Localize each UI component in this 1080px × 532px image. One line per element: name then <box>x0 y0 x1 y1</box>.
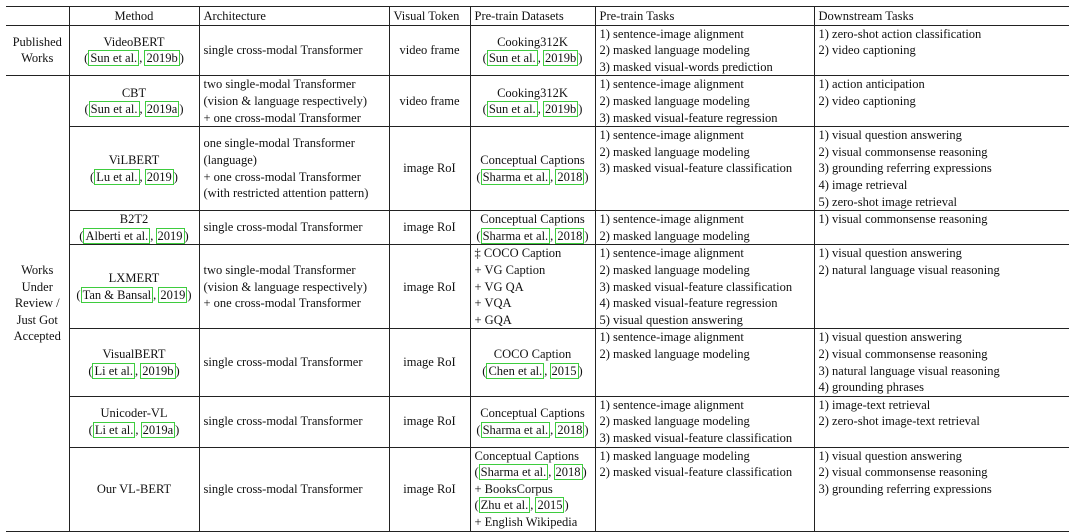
architecture-line: (with restricted attention pattern) <box>203 186 369 201</box>
table-body <box>6 25 1069 531</box>
dataset-name: Cooking312K <box>497 85 568 100</box>
table-row <box>6 25 1069 76</box>
architecture-line: single cross-modal Transformer <box>203 414 363 429</box>
header-group <box>6 7 69 26</box>
architecture-line: single cross-modal Transformer <box>203 481 363 496</box>
method-cell <box>69 25 199 76</box>
citation: ( Chen et al. , 2015 ) <box>482 363 583 378</box>
downstream-tasks-cell <box>814 329 1069 396</box>
header-pretrain-datasets: Pre-train Datasets <box>470 7 595 26</box>
citation-authors-link[interactable]: Li et al. <box>94 422 134 437</box>
downstream-tasks-cell <box>814 76 1069 127</box>
citation-authors-link[interactable]: Chen et al. <box>488 363 543 378</box>
citation: ( Sharma et al. , 2018 ) <box>476 169 589 184</box>
visual-token-cell: video frame <box>389 25 470 76</box>
pretrain-task: 1) sentence-image alignment <box>599 330 744 345</box>
pretrain-datasets-cell <box>470 329 595 396</box>
downstream-task: 4) image retrieval <box>818 177 908 192</box>
pretrain-task: 2) masked language modeling <box>599 43 750 58</box>
pretrain-task: 2) masked language modeling <box>599 346 750 361</box>
architecture-line: (vision & language respectively) <box>203 279 367 294</box>
header-pretrain-tasks: Pre-train Tasks <box>595 7 814 26</box>
citation-authors-link[interactable]: Alberti et al. <box>85 228 149 243</box>
dataset-name: Conceptual Captions <box>474 448 579 463</box>
downstream-task: 3) grounding referring expressions <box>818 161 992 176</box>
pretrain-task: 3) masked visual-feature classification <box>599 279 793 294</box>
architecture-line: + one cross-modal Transformer <box>203 169 361 184</box>
architecture-cell <box>199 329 389 396</box>
downstream-tasks-cell <box>814 245 1069 329</box>
citation-year-link[interactable]: 2018 <box>557 228 583 243</box>
citation: ( Tan & Bansal , 2019 ) <box>76 287 192 302</box>
table-row <box>6 245 1069 329</box>
pretrain-datasets-cell <box>470 396 595 447</box>
method-name: VideoBERT <box>103 34 165 49</box>
citation-authors-link[interactable]: Tan & Bansal <box>82 287 152 302</box>
architecture-cell <box>199 396 389 447</box>
citation-year-link[interactable]: 2019 <box>146 169 172 184</box>
architecture-cell <box>199 447 389 531</box>
pretrain-task: 1) masked language modeling <box>599 448 750 463</box>
pretrain-task: 3) masked visual-words prediction <box>599 59 773 74</box>
architecture-cell <box>199 76 389 127</box>
citation: ( Sharma et al. , 2018 ) <box>476 228 589 243</box>
downstream-tasks-cell <box>814 25 1069 76</box>
visual-token-cell: image RoI <box>389 245 470 329</box>
group-label-line: Review / <box>14 296 60 311</box>
architecture-cell <box>199 127 389 211</box>
dataset-name: Conceptual Captions <box>480 406 585 421</box>
method-name: VisualBERT <box>102 346 166 361</box>
pretrain-datasets-cell <box>470 245 595 329</box>
pretrain-task: 2) masked language modeling <box>599 414 750 429</box>
pretrain-datasets-cell <box>470 127 595 211</box>
citation-year-link[interactable]: 2019a <box>142 422 174 437</box>
dataset-name: Cooking312K <box>497 34 568 49</box>
citation-year-link[interactable]: 2015 <box>537 498 563 513</box>
citation: ( Sun et al. , 2019b ) <box>84 51 184 66</box>
dataset-name: Conceptual Captions <box>480 153 585 168</box>
table-row <box>6 329 1069 396</box>
method-name: B2T2 <box>119 212 149 227</box>
citation-year-link[interactable]: 2018 <box>555 465 581 480</box>
visual-token-cell: video frame <box>389 76 470 127</box>
visual-token-cell: image RoI <box>389 396 470 447</box>
architecture-line: two single-modal Transformer <box>203 262 356 277</box>
pretrain-task: 2) masked language modeling <box>599 262 750 277</box>
group-label-line: Just Got <box>16 312 58 327</box>
method-name: LXMERT <box>108 271 160 286</box>
downstream-tasks-cell <box>814 396 1069 447</box>
table-row <box>6 396 1069 447</box>
pretrain-tasks-cell <box>595 127 814 211</box>
pretrain-task: 3) masked visual-feature regression <box>599 110 778 125</box>
pretrain-tasks-cell <box>595 447 814 531</box>
method-cell <box>69 396 199 447</box>
citation-authors-link[interactable]: Sun et al. <box>488 102 536 117</box>
group-label-line: Accepted <box>13 329 61 344</box>
citation-authors-link[interactable]: Sharma et al. <box>480 465 547 480</box>
citation: ( Zhu et al. , 2015 ) <box>474 498 569 513</box>
citation-authors-link[interactable]: Sharma et al. <box>482 228 549 243</box>
method-cell <box>69 76 199 127</box>
pretrain-task: 2) masked language modeling <box>599 144 750 159</box>
visual-token-cell: image RoI <box>389 329 470 396</box>
header-architecture: Architecture <box>199 7 389 26</box>
group-label-line: Works <box>21 262 54 277</box>
downstream-task: 2) visual commonsense reasoning <box>818 144 988 159</box>
method-name: Unicoder-VL <box>100 406 168 421</box>
downstream-task: 1) visual question answering <box>818 448 962 463</box>
architecture-cell <box>199 25 389 76</box>
citation-year-link[interactable]: 2019 <box>160 287 186 302</box>
pretrain-task: 5) visual question answering <box>599 312 743 327</box>
pretrain-task: 1) sentence-image alignment <box>599 128 744 143</box>
dataset-name: + VG Caption <box>474 262 546 277</box>
citation: ( Sharma et al. , 2018 ) <box>474 465 587 480</box>
pretrain-tasks-cell <box>595 76 814 127</box>
pretrain-tasks-cell <box>595 329 814 396</box>
downstream-task: 3) grounding referring expressions <box>818 481 992 496</box>
group-label-line: Under <box>21 279 53 294</box>
downstream-tasks-cell <box>814 447 1069 531</box>
method-cell <box>69 127 199 211</box>
downstream-task: 2) zero-shot image-text retrieval <box>818 414 980 429</box>
citation-year-link[interactable]: 2015 <box>551 363 577 378</box>
table-row <box>6 447 1069 531</box>
citation-year-link[interactable]: 2019b <box>544 51 577 66</box>
citation-year-link[interactable]: 2019b <box>146 51 178 66</box>
downstream-task: 2) natural language visual reasoning <box>818 262 1000 277</box>
method-name: ViLBERT <box>108 153 160 168</box>
citation-year-link[interactable]: 2019b <box>544 102 577 117</box>
citation: ( Sharma et al. , 2018 ) <box>476 422 589 437</box>
citation-authors-link[interactable]: Sharma et al. <box>482 169 549 184</box>
dataset-name: + English Wikipedia <box>474 514 578 529</box>
architecture-line: one single-modal Transformer <box>203 136 355 151</box>
citation-year-link[interactable]: 2018 <box>557 422 583 437</box>
citation-authors-link[interactable]: Zhu et al. <box>480 498 529 513</box>
citation-authors-link[interactable]: Sharma et al. <box>482 422 549 437</box>
architecture-line: single cross-modal Transformer <box>203 43 363 58</box>
pretrain-task: 2) masked language modeling <box>599 93 750 108</box>
dataset-name: + GQA <box>474 312 512 327</box>
header-visual-token: Visual Token <box>389 7 470 26</box>
pretrain-task: 3) masked visual-feature classification <box>599 430 793 445</box>
downstream-task: 3) natural language visual reasoning <box>818 363 1000 378</box>
downstream-task: 2) video captioning <box>818 43 916 58</box>
table-row <box>6 127 1069 211</box>
architecture-line: + one cross-modal Transformer <box>203 110 361 125</box>
downstream-task: 2) video captioning <box>818 93 916 108</box>
group-label <box>6 25 69 76</box>
citation: ( Lu et al. , 2019 ) <box>90 169 178 184</box>
dataset-name: Conceptual Captions <box>480 212 585 227</box>
pretrain-datasets-cell <box>470 447 595 531</box>
pretrain-tasks-cell <box>595 245 814 329</box>
dataset-name: COCO Caption <box>493 346 572 361</box>
architecture-cell <box>199 245 389 329</box>
downstream-task: 1) visual question answering <box>818 246 962 261</box>
method-cell <box>69 211 199 245</box>
citation-year-link[interactable]: 2019 <box>157 228 183 243</box>
group-label-line: Published <box>12 34 62 49</box>
citation: ( Li et al. , 2019b ) <box>88 363 180 378</box>
architecture-cell <box>199 211 389 245</box>
pretrain-tasks-cell <box>595 211 814 245</box>
group-label-line: Works <box>21 51 54 66</box>
visual-token-cell: image RoI <box>389 127 470 211</box>
architecture-line: (vision & language respectively) <box>203 93 367 108</box>
pretrain-task: 1) sentence-image alignment <box>599 212 744 227</box>
pretrain-task: 2) masked language modeling <box>599 228 750 243</box>
citation-year-link[interactable]: 2019b <box>142 363 174 378</box>
dataset-name: + BooksCorpus <box>474 481 553 496</box>
pretrain-task: 1) sentence-image alignment <box>599 26 744 41</box>
pretrain-tasks-cell <box>595 396 814 447</box>
pretrain-task: 1) sentence-image alignment <box>599 397 744 412</box>
architecture-line: single cross-modal Transformer <box>203 355 363 370</box>
architecture-line: single cross-modal Transformer <box>203 220 363 235</box>
downstream-task: 1) visual question answering <box>818 128 962 143</box>
method-cell <box>69 447 199 531</box>
dataset-name: + VQA <box>474 296 512 311</box>
downstream-task: 2) visual commonsense reasoning <box>818 346 988 361</box>
method-cell <box>69 245 199 329</box>
citation-authors-link[interactable]: Lu et al. <box>96 169 138 184</box>
pretrain-task: 4) masked visual-feature regression <box>599 296 778 311</box>
citation: ( Li et al. , 2019a ) <box>88 422 180 437</box>
downstream-tasks-cell <box>814 211 1069 245</box>
visual-token-cell: image RoI <box>389 211 470 245</box>
citation: ( Alberti et al. , 2019 ) <box>79 228 189 243</box>
group-label <box>6 76 69 531</box>
downstream-task: 1) visual question answering <box>818 330 962 345</box>
method-cell <box>69 329 199 396</box>
citation-year-link[interactable]: 2019a <box>146 102 178 117</box>
comparison-table <box>6 6 1069 532</box>
pretrain-datasets-cell <box>470 211 595 245</box>
header-row <box>6 7 1069 26</box>
downstream-task: 2) visual commonsense reasoning <box>818 465 988 480</box>
architecture-line: + one cross-modal Transformer <box>203 296 361 311</box>
table-row <box>6 76 1069 127</box>
table-row <box>6 211 1069 245</box>
architecture-line: two single-modal Transformer <box>203 77 356 92</box>
citation-authors-link[interactable]: Sun et al. <box>90 102 138 117</box>
citation-year-link[interactable]: 2018 <box>557 169 583 184</box>
citation: ( Sun et al. , 2019b ) <box>482 102 583 117</box>
method-name: CBT <box>121 85 147 100</box>
downstream-task: 5) zero-shot image retrieval <box>818 194 957 209</box>
pretrain-task: 1) sentence-image alignment <box>599 77 744 92</box>
downstream-task: 4) grounding phrases <box>818 380 925 395</box>
downstream-task: 1) zero-shot action classification <box>818 26 982 41</box>
citation: ( Sun et al. , 2019a ) <box>84 102 184 117</box>
pretrain-tasks-cell <box>595 25 814 76</box>
dataset-name: ‡ COCO Caption <box>474 246 562 261</box>
pretrain-datasets-cell <box>470 25 595 76</box>
citation-authors-link[interactable]: Sun et al. <box>488 51 536 66</box>
pretrain-task: 3) masked visual-feature classification <box>599 161 793 176</box>
method-name: Our VL-BERT <box>96 481 172 496</box>
downstream-task: 1) visual commonsense reasoning <box>818 212 988 227</box>
citation-authors-link[interactable]: Li et al. <box>94 363 134 378</box>
header-downstream-tasks: Downstream Tasks <box>814 7 1069 26</box>
visual-token-cell: image RoI <box>389 447 470 531</box>
dataset-name: + VG QA <box>474 279 524 294</box>
citation-authors-link[interactable]: Sun et al. <box>90 51 138 66</box>
pretrain-task: 1) sentence-image alignment <box>599 246 744 261</box>
downstream-task: 1) action anticipation <box>818 77 925 92</box>
downstream-tasks-cell <box>814 127 1069 211</box>
downstream-task: 1) image-text retrieval <box>818 397 931 412</box>
architecture-line: (language) <box>203 153 257 168</box>
pretrain-task: 2) masked visual-feature classification <box>599 465 793 480</box>
pretrain-datasets-cell <box>470 76 595 127</box>
citation: ( Sun et al. , 2019b ) <box>482 51 583 66</box>
header-method: Method <box>69 7 199 26</box>
